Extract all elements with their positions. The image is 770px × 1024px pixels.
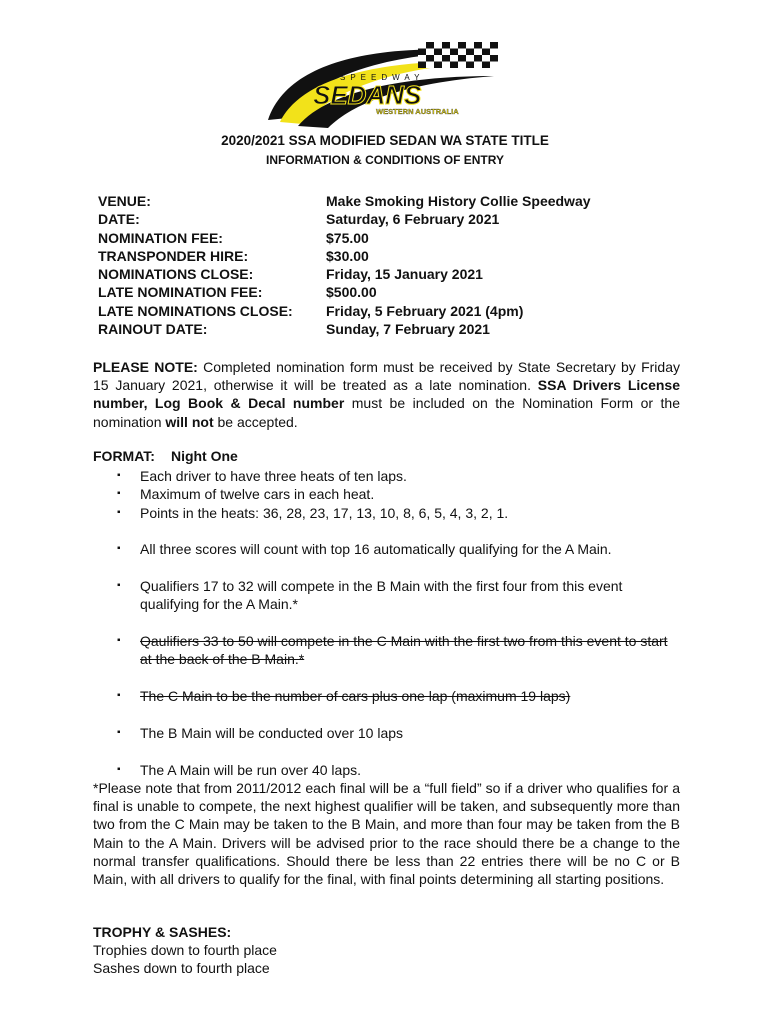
info-row-date <box>98 210 591 228</box>
info-value: Saturday, 6 February 2021 <box>326 211 500 228</box>
info-row-late-close <box>98 302 591 320</box>
list-item <box>117 577 682 613</box>
info-value: Make Smoking History Collie Speedway <box>326 193 591 209</box>
bullet-icon: ▪ <box>117 543 121 554</box>
info-row-nomination-fee <box>98 229 591 247</box>
list-item-struck <box>117 687 682 705</box>
info-label: RAINOUT DATE: <box>98 321 208 338</box>
info-value: Sunday, 7 February 2021 <box>326 321 490 338</box>
note-text-1: Completed nomination form must be received by State Secretary by Friday 15 January 2021, otherwise it will be treated as a late nomination. <box>93 359 680 394</box>
logo-bottom-text: WESTERN AUSTRALIA <box>376 107 459 116</box>
list-item <box>117 724 682 742</box>
bullet-text: The A Main will be run over 40 laps. <box>140 762 362 778</box>
list-item <box>117 504 682 522</box>
info-row-late-fee <box>98 283 591 301</box>
bullet-text: Points in the heats: 36, 28, 23, 17, 13, 10, 8, 6, 5, 4, 3, 2, 1. <box>140 505 509 521</box>
note-lead: PLEASE NOTE: <box>93 359 198 375</box>
info-label: NOMINATIONS CLOSE: <box>98 266 254 283</box>
format-label: FORMAT: <box>93 448 155 464</box>
list-item <box>117 540 682 558</box>
bullet-icon: ▪ <box>117 580 121 591</box>
info-value: $30.00 <box>326 247 369 264</box>
info-label: LATE NOMINATION FEE: <box>98 284 263 301</box>
info-row-transponder-hire <box>98 247 591 265</box>
document-title: 2020/2021 SSA MODIFIED SEDAN WA STATE TITLE <box>221 133 549 148</box>
bullet-icon: ▪ <box>117 764 121 775</box>
logo-top-text: SPEEDWAY <box>340 73 425 82</box>
bullet-text: Qualifiers 17 to 32 will compete in the B Main with the first four from this event qualifying for the A Main.* <box>140 578 623 613</box>
info-row-venue <box>98 192 591 210</box>
info-label: TRANSPONDER HIRE: <box>98 247 249 264</box>
info-value: $75.00 <box>326 229 369 246</box>
bullet-text: Each driver to have three heats of ten laps. <box>140 468 407 484</box>
info-value: Friday, 15 January 2021 <box>326 266 483 283</box>
info-label: VENUE: <box>98 193 151 209</box>
bullet-icon: ▪ <box>117 507 121 518</box>
event-info-table <box>98 192 591 338</box>
bullet-icon: ▪ <box>117 690 121 701</box>
bullet-icon: ▪ <box>117 488 121 499</box>
list-item <box>117 467 682 485</box>
please-note-paragraph <box>93 358 680 431</box>
sashes-line: Sashes down to fourth place <box>93 960 270 976</box>
note-bold-2: will not <box>165 413 214 430</box>
bullet-text: The B Main will be conducted over 10 laps <box>140 725 404 741</box>
trophy-line: Trophies down to fourth place <box>93 942 277 958</box>
logo-main-text: SEDANS <box>313 80 422 110</box>
bullet-text: All three scores will count with top 16 automatically qualifying for the A Main. <box>140 541 612 557</box>
bullet-text: Maximum of twelve cars in each heat. <box>140 486 375 502</box>
document-subtitle: INFORMATION & CONDITIONS OF ENTRY <box>266 153 504 167</box>
bullet-text: The C Main to be the number of cars plus one lap (maximum 19 laps) <box>140 688 571 704</box>
info-label: NOMINATION FEE: <box>98 229 223 246</box>
note-bold-1: SSA Drivers License number, Log Book & Decal number <box>93 377 680 412</box>
bullet-text: Qaulifiers 33 to 50 will compete in the C Main with the first two from this event to start at the back of the B Main.* <box>140 633 668 668</box>
format-heading <box>93 448 238 464</box>
info-value: Friday, 5 February 2021 (4pm) <box>326 302 524 319</box>
list-item <box>117 761 682 779</box>
speedway-sedans-logo <box>258 40 506 130</box>
bullet-icon: ▪ <box>117 727 121 738</box>
list-item-struck <box>117 632 682 668</box>
bullet-icon: ▪ <box>117 635 121 646</box>
footnote-paragraph: *Please note that from 2011/2012 each final will be a “full field” so if a driver who qualifies for a final is unable to compete, the next highest qualifier will be taken, and subsequently more than two from the C Main may be taken to the B Main, and more than four may be taken from the B Main to the A Main. Drivers will be advised prior to the race should there be a change to the normal transfer qualifications. Should there be less than 22 entries there will be no C or B Main, with all drivers to qualify for the final, with final points determining all starting positions. <box>93 780 680 888</box>
info-label: LATE NOMINATIONS CLOSE: <box>98 302 293 319</box>
list-item <box>117 485 682 503</box>
format-night: Night One <box>170 448 238 464</box>
note-text-2: must be included on the Nomination Form or the nomination <box>93 395 680 430</box>
info-value: $500.00 <box>326 284 377 301</box>
info-label: DATE: <box>98 211 140 228</box>
trophy-heading: TROPHY & SASHES: <box>93 924 232 940</box>
note-text-3: be accepted. <box>213 413 298 430</box>
info-row-nominations-close <box>98 265 591 283</box>
bullet-icon: ▪ <box>117 470 121 481</box>
info-row-rainout-date <box>98 320 591 338</box>
